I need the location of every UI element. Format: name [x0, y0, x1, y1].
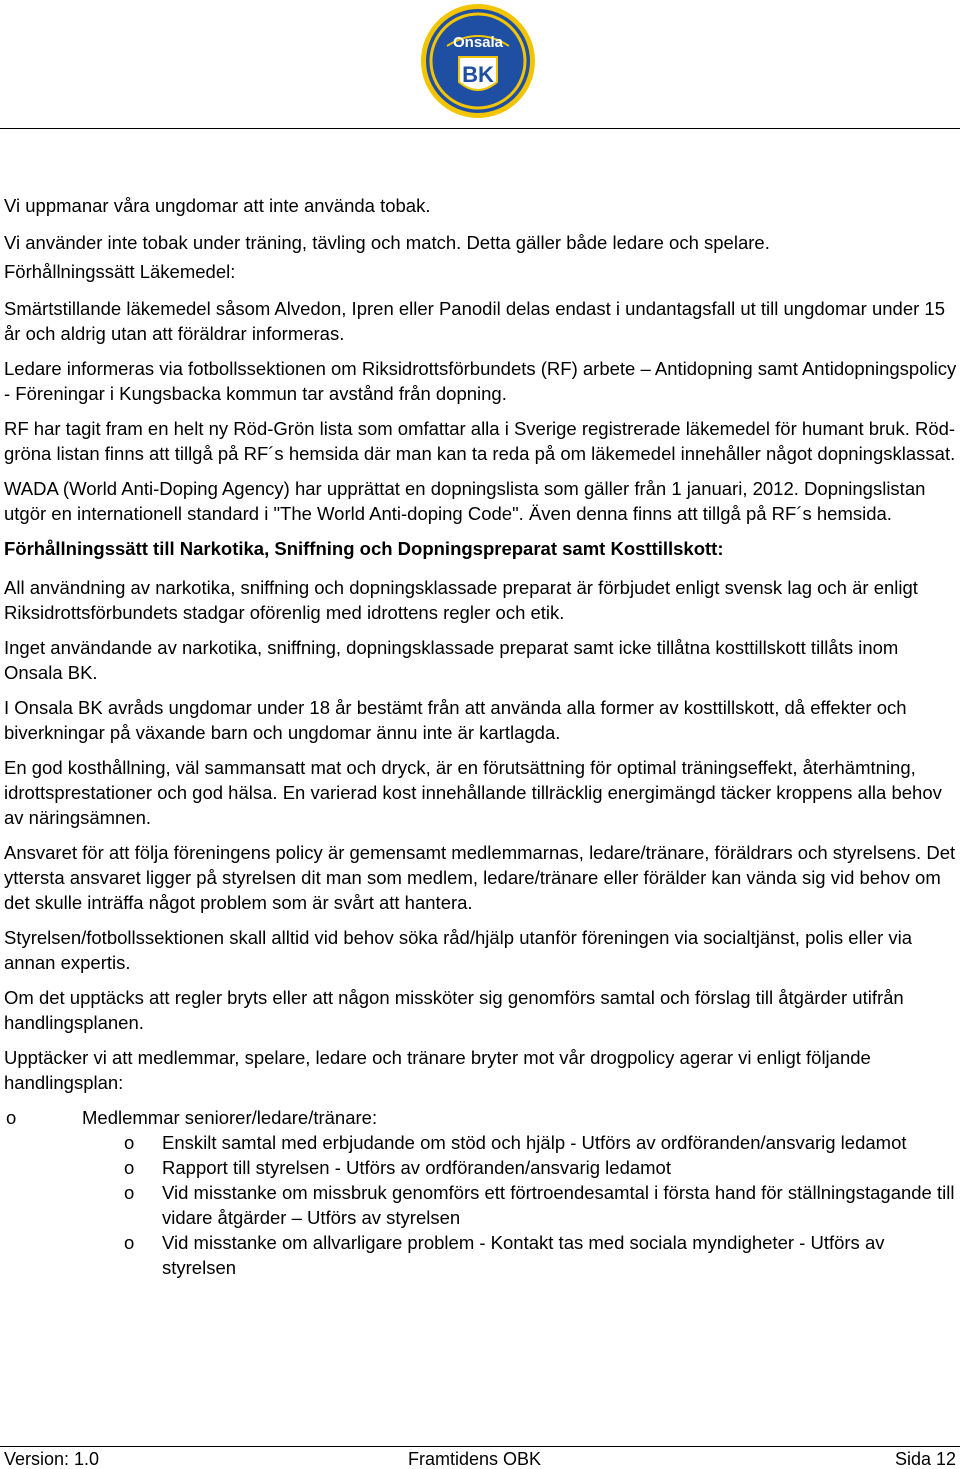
bullet: o — [124, 1132, 135, 1153]
action-plan-sublist — [4, 1130, 958, 1280]
paragraph: Ansvaret för att följa föreningens policy är gemensamt medlemmarnas, ledare/tränare, föräldrars och styrelsens. Det yttersta ansvaret ligger på styrelsen dit man som medlem, ledare/tränare eller förälder kan vända sig vid behov om det skulle inträffa något problem som är svårt att hantera. — [4, 842, 956, 913]
page-footer — [4, 1449, 956, 1469]
list-item — [82, 1155, 958, 1180]
paragraph: Ledare informeras via fotbollssektionen om Riksidrottsförbundets (RF) arbete – Antidopning samt Antidopningspolicy - Föreningar i Kungsbacka kommun tar avstånd från dopning. — [4, 358, 957, 404]
list-item — [82, 1180, 958, 1230]
section-heading-bold: Förhållningssätt till Narkotika, Sniffning och Dopningspreparat samt Kosttillskott: — [4, 538, 724, 559]
onsala-bk-logo — [419, 2, 537, 120]
bullet: o — [124, 1232, 135, 1253]
header-divider — [0, 128, 960, 129]
bullet: o — [124, 1182, 135, 1203]
version-label: Version: 1.0 — [4, 1449, 100, 1469]
svg-text:BK: BK — [462, 62, 494, 87]
list-item — [82, 1230, 958, 1280]
paragraph: En god kosthållning, väl sammansatt mat och dryck, är en förutsättning för optimal träningseffekt, återhämtning, idrottsprestationer och god hälsa. En varierad kost innehållande tillräcklig energimängd täcker kroppens alla behov av näringsämnen. — [4, 757, 942, 828]
paragraph: I Onsala BK avråds ungdomar under 18 år bestämt från att använda alla former av kosttillskott, då effekter och biverkningar på växande barn och ungdomar ännu inte är kartlagda. — [4, 697, 907, 743]
bullet: o — [124, 1157, 135, 1178]
page-number: Sida 12 — [894, 1449, 956, 1469]
svg-text:Onsala: Onsala — [452, 34, 504, 51]
paragraph: Upptäcker vi att medlemmar, spelare, ledare och tränare bryter mot vår drogpolicy agerar vi enligt följande handlingsplan: — [4, 1047, 871, 1093]
list-item — [82, 1130, 958, 1155]
paragraph: Styrelsen/fotbollssektionen skall alltid vid behov söka råd/hjälp utanför föreningen via socialtjänst, polis eller via annan expertis. — [4, 927, 913, 973]
paragraph: Om det upptäcks att regler bryts eller att någon missköter sig genomförs samtal och förslag till åtgärder utifrån handlingsplanen. — [4, 987, 904, 1033]
list-item — [4, 1105, 958, 1280]
footer-divider — [0, 1446, 960, 1447]
document-body — [4, 193, 958, 1280]
paragraph: Smärtstillande läkemedel såsom Alvedon, Ipren eller Panodil delas endast i undantagsfall ut till ungdomar under 15 år och aldrig utan att föräldrar informeras. — [4, 298, 945, 344]
paragraph: Vi använder inte tobak under träning, tävling och match. Detta gäller både ledare och spelare. — [4, 232, 770, 253]
list-item-text: Rapport till styrelsen - Utförs av ordföranden/ansvarig ledamot — [162, 1157, 671, 1178]
paragraph: Vi uppmanar våra ungdomar att inte använda tobak. — [4, 195, 431, 216]
paragraph: WADA (World Anti-Doping Agency) har upprättat en dopningslista som gäller från 1 januari, 2012. Dopningslistan utgör en internationell standard i "The World Anti-doping Code". Även denna finns att tillgå på RF´s hemsida. — [4, 478, 926, 524]
paragraph: Inget användande av narkotika, sniffning, dopningsklassade preparat samt icke tillåtna kosttillskott tillåts inom Onsala BK. — [4, 637, 899, 683]
section-heading: Förhållningssätt Läkemedel: — [4, 261, 236, 282]
list-item-text: Vid misstanke om allvarligare problem - Kontakt tas med sociala myndigheter - Utförs av styrelsen — [162, 1232, 885, 1278]
list-item-text: Vid misstanke om missbruk genomförs ett förtroendesamtal i första hand för ställningstagande till vidare åtgärder – Utförs av styrelsen — [162, 1182, 955, 1228]
action-plan-list — [4, 1105, 958, 1280]
document-title: Framtidens OBK — [408, 1449, 542, 1469]
bullet: o — [6, 1107, 17, 1128]
paragraph: All användning av narkotika, sniffning och dopningsklassade preparat är förbjudet enligt svensk lag och är enligt Riksidrottsförbundets stadgar oförenlig med idrottens regler och etik. — [4, 577, 918, 623]
list-item-label: Medlemmar seniorer/ledare/tränare: — [82, 1107, 378, 1128]
paragraph: RF har tagit fram en helt ny Röd-Grön lista som omfattar alla i Sverige registrerade läkemedel för humant bruk. Röd-gröna listan finns att tillgå på RF´s hemsida där man kan ta reda på om läkemedel innehåller något dopningsklassat. — [4, 418, 956, 464]
list-item-text: Enskilt samtal med erbjudande om stöd och hjälp - Utförs av ordföranden/ansvarig ledamot — [162, 1132, 907, 1153]
